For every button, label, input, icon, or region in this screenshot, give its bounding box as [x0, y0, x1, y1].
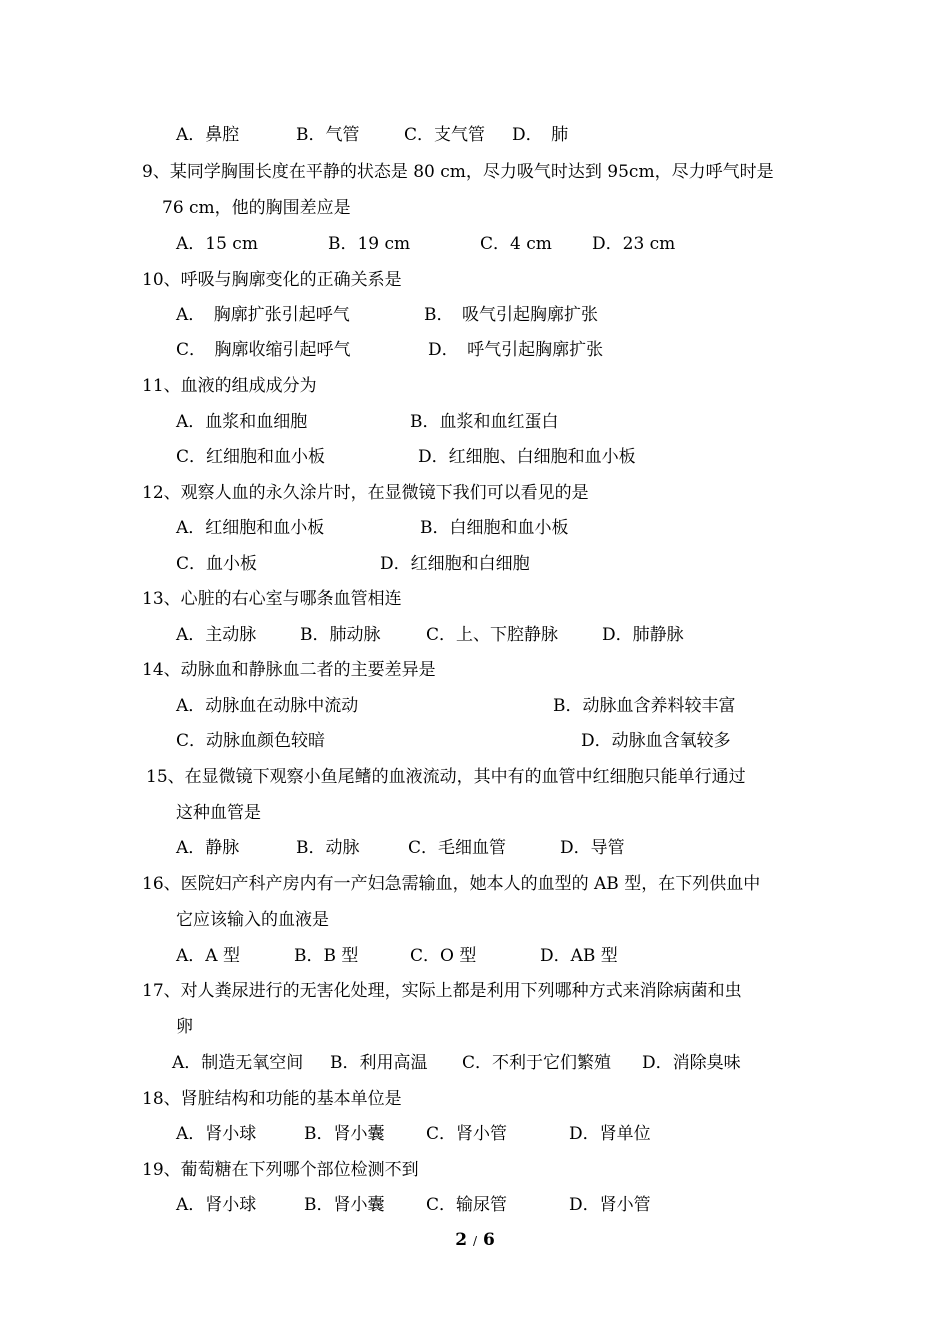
q9-stem-line1: 9、某同学胸围长度在平静的状态是 80 cm，尽力吸气时达到 95cm，尽力呼气时是	[142, 162, 774, 182]
q16-stem-line2: 它应该输入的血液是	[176, 910, 329, 930]
q13-option-a: A．主动脉	[176, 625, 257, 645]
q17-option-a: A．制造无氧空间	[172, 1053, 304, 1073]
q9-stem-line2: 76 cm，他的胸围差应是	[162, 198, 351, 218]
q14-stem: 14、动脉血和静脉血二者的主要差异是	[142, 660, 436, 680]
q19-option-d: D．肾小管	[569, 1195, 651, 1215]
q14-option-b: B．动脉血含养料较丰富	[553, 696, 736, 716]
q17-stem-line1: 17、对人粪尿进行的无害化处理，实际上都是利用下列哪种方式来消除病菌和虫	[142, 981, 742, 1001]
q19-option-c: C．输尿管	[426, 1195, 508, 1215]
q10-stem: 10、呼吸与胸廓变化的正确关系是	[142, 270, 402, 290]
q15-stem-line1: 15、在显微镜下观察小鱼尾鳍的血液流动，其中有的血管中红细胞只能单行通过	[146, 767, 746, 787]
q19-option-a: A．肾小球	[176, 1195, 257, 1215]
q19-option-b: B．肾小囊	[304, 1195, 385, 1215]
q16-option-a: A．A 型	[176, 946, 240, 966]
page-separator: /	[472, 1234, 478, 1248]
q13-option-d: D．肺静脉	[602, 625, 684, 645]
q8-option-a: A．鼻腔	[176, 125, 240, 145]
q10-option-a: A． 胸廓扩张引起呼气	[176, 305, 350, 325]
q15-option-d: D．导管	[560, 838, 625, 858]
q10-option-b: B． 吸气引起胸廓扩张	[424, 305, 598, 325]
page-current: 2	[455, 1230, 468, 1250]
q12-option-c: C．血小板	[176, 554, 258, 574]
q9-option-b: B．19 cm	[328, 234, 411, 254]
page-number	[0, 1229, 950, 1252]
q11-stem: 11、血液的组成成分为	[142, 376, 317, 396]
q9-option-a: A．15 cm	[176, 234, 258, 254]
q13-stem: 13、心脏的右心室与哪条血管相连	[142, 589, 402, 609]
q15-option-b: B．动脉	[296, 838, 360, 858]
q8-option-b: B．气管	[296, 125, 360, 145]
q11-option-b: B．血浆和血红蛋白	[410, 412, 559, 432]
q16-stem-line1: 16、医院妇产科产房内有一产妇急需输血，她本人的血型的 AB 型，在下列供血中	[142, 874, 761, 894]
q16-option-d: D．AB 型	[540, 946, 618, 966]
q18-option-a: A．肾小球	[176, 1124, 257, 1144]
q12-option-b: B．白细胞和血小板	[420, 518, 569, 538]
q14-option-a: A．动脉血在动脉中流动	[176, 696, 359, 716]
q17-option-b: B．利用高温	[330, 1053, 428, 1073]
q19-stem: 19、葡萄糖在下列哪个部位检测不到	[142, 1160, 419, 1180]
q16-option-b: B．B 型	[294, 946, 359, 966]
q15-stem-line2: 这种血管是	[176, 803, 261, 823]
q18-stem: 18、肾脏结构和功能的基本单位是	[142, 1089, 402, 1109]
q15-option-a: A．静脉	[176, 838, 240, 858]
q16-option-c: C．O 型	[410, 946, 477, 966]
q12-stem: 12、观察人血的永久涂片时，在显微镜下我们可以看见的是	[142, 483, 589, 503]
q18-option-d: D．肾单位	[569, 1124, 651, 1144]
q18-option-b: B．肾小囊	[304, 1124, 385, 1144]
q13-option-b: B．肺动脉	[300, 625, 381, 645]
q11-option-c: C．红细胞和血小板	[176, 447, 326, 467]
q14-option-d: D．动脉血含氧较多	[581, 731, 731, 751]
q11-option-a: A．血浆和血细胞	[176, 412, 308, 432]
q18-option-c: C．肾小管	[426, 1124, 508, 1144]
q10-option-c: C． 胸廓收缩引起呼气	[176, 340, 351, 360]
q9-option-d: D．23 cm	[592, 234, 676, 254]
q11-option-d: D．红细胞、白细胞和血小板	[418, 447, 636, 467]
q17-stem-line2: 卵	[176, 1017, 193, 1037]
q10-option-d: D． 呼气引起胸廓扩张	[428, 340, 604, 360]
q9-option-c: C．4 cm	[480, 234, 552, 254]
q15-option-c: C．毛细血管	[408, 838, 507, 858]
q14-option-c: C．动脉血颜色较暗	[176, 731, 326, 751]
page-total: 6	[482, 1230, 495, 1250]
q12-option-a: A．红细胞和血小板	[176, 518, 325, 538]
q17-option-d: D．消除臭味	[642, 1053, 741, 1073]
q8-option-c: C．支气管	[404, 125, 486, 145]
q13-option-c: C．上、下腔静脉	[426, 625, 559, 645]
q17-option-c: C．不利于它们繁殖	[462, 1053, 612, 1073]
q12-option-d: D．红细胞和白细胞	[380, 554, 530, 574]
q8-option-d: D． 肺	[512, 125, 569, 145]
